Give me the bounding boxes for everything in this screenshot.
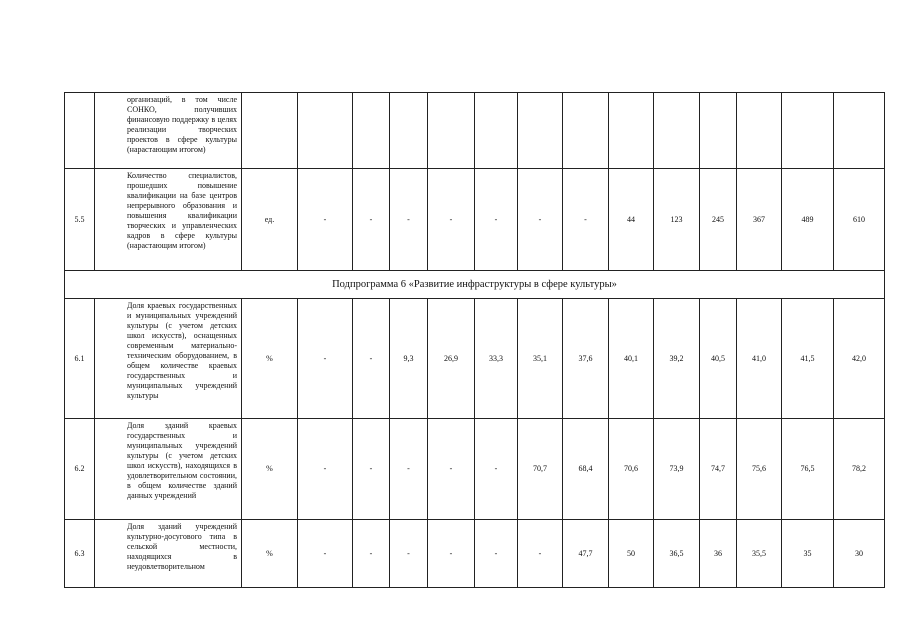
value-cell: 40,5 (700, 299, 737, 419)
value-cell: 35,1 (518, 299, 563, 419)
value-cell: - (475, 169, 518, 271)
unit-cell: ед. (242, 169, 298, 271)
unit-cell: % (242, 419, 298, 520)
value-cell (298, 93, 353, 169)
value-cell: - (563, 169, 609, 271)
subprogram-row (65, 271, 885, 299)
value-cell (782, 93, 834, 169)
value-cell: - (298, 299, 353, 419)
value-cell: - (475, 520, 518, 588)
value-cell (518, 93, 563, 169)
unit-cell: % (242, 520, 298, 588)
value-cell: 50 (609, 520, 654, 588)
unit-cell (242, 93, 298, 169)
value-cell: - (475, 419, 518, 520)
row-number: 5.5 (65, 169, 95, 271)
value-cell (390, 93, 428, 169)
value-cell: 36,5 (654, 520, 700, 588)
value-cell: 489 (782, 169, 834, 271)
value-cell (609, 93, 654, 169)
value-cell (563, 93, 609, 169)
value-cell (834, 93, 885, 169)
indicator-description: Доля зданий краевых государственных и муниципальных учреждений культуры (с учетом детских школ искусств), находящихся в удовлетворительном состоянии, в общем количестве зданий данных учреждений (95, 419, 242, 520)
value-cell: - (518, 520, 563, 588)
value-cell: 610 (834, 169, 885, 271)
value-cell: 39,2 (654, 299, 700, 419)
value-cell: 73,9 (654, 419, 700, 520)
table-row (65, 169, 885, 271)
value-cell: 42,0 (834, 299, 885, 419)
indicator-description: Количество специалистов, прошедших повышение квалификации на базе центров непрерывного образования и повышения квалификации творческих и управленческих кадров в сфере культуры (нарастающим итогом) (95, 169, 242, 271)
value-cell: 68,4 (563, 419, 609, 520)
table-row (65, 520, 885, 588)
value-cell: 367 (737, 169, 782, 271)
subprogram-heading: Подпрограмма 6 «Развитие инфраструктуры в сфере культуры» (65, 271, 885, 299)
table-row (65, 419, 885, 520)
table-row (65, 299, 885, 419)
value-cell: 70,7 (518, 419, 563, 520)
value-cell: - (428, 169, 475, 271)
value-cell: - (298, 169, 353, 271)
value-cell: 76,5 (782, 419, 834, 520)
value-cell: - (298, 419, 353, 520)
row-number: 6.3 (65, 520, 95, 588)
value-cell: 33,3 (475, 299, 518, 419)
value-cell: 26,9 (428, 299, 475, 419)
value-cell: 40,1 (609, 299, 654, 419)
value-cell: 30 (834, 520, 885, 588)
value-cell: - (390, 169, 428, 271)
value-cell (353, 93, 390, 169)
value-cell: - (518, 169, 563, 271)
row-number (65, 93, 95, 169)
value-cell: 74,7 (700, 419, 737, 520)
value-cell: - (428, 419, 475, 520)
value-cell: - (353, 520, 390, 588)
value-cell: 44 (609, 169, 654, 271)
value-cell: 35 (782, 520, 834, 588)
indicators-table (64, 92, 885, 588)
indicator-description: Доля зданий учреждений культурно-досугового типа в сельской местности, находящихся в неудовлетворительном (95, 520, 242, 588)
value-cell: 47,7 (563, 520, 609, 588)
value-cell: - (428, 520, 475, 588)
value-cell: - (353, 299, 390, 419)
value-cell (475, 93, 518, 169)
value-cell: 9,3 (390, 299, 428, 419)
value-cell (737, 93, 782, 169)
row-number: 6.1 (65, 299, 95, 419)
value-cell: 123 (654, 169, 700, 271)
unit-cell: % (242, 299, 298, 419)
value-cell: 78,2 (834, 419, 885, 520)
value-cell: - (390, 419, 428, 520)
value-cell: - (298, 520, 353, 588)
value-cell: 75,6 (737, 419, 782, 520)
value-cell: 37,6 (563, 299, 609, 419)
value-cell (654, 93, 700, 169)
indicator-description: организаций, в том числе СОНКО, получивших финансовую поддержку в целях реализации творческих проектов в сфере культуры (нарастающим итогом) (95, 93, 242, 169)
value-cell: 36 (700, 520, 737, 588)
value-cell (428, 93, 475, 169)
value-cell: 35,5 (737, 520, 782, 588)
value-cell (700, 93, 737, 169)
table-row (65, 93, 885, 169)
value-cell: - (353, 419, 390, 520)
value-cell: 41,0 (737, 299, 782, 419)
value-cell: - (390, 520, 428, 588)
indicator-description: Доля краевых государственных и муниципальных учреждений культуры (с учетом детских школ искусств), оснащенных современным материально-техническим оборудованием, в общем количестве краевых государственных и муниципальных учреждений культуры (95, 299, 242, 419)
row-number: 6.2 (65, 419, 95, 520)
value-cell: - (353, 169, 390, 271)
value-cell: 245 (700, 169, 737, 271)
value-cell: 41,5 (782, 299, 834, 419)
value-cell: 70,6 (609, 419, 654, 520)
